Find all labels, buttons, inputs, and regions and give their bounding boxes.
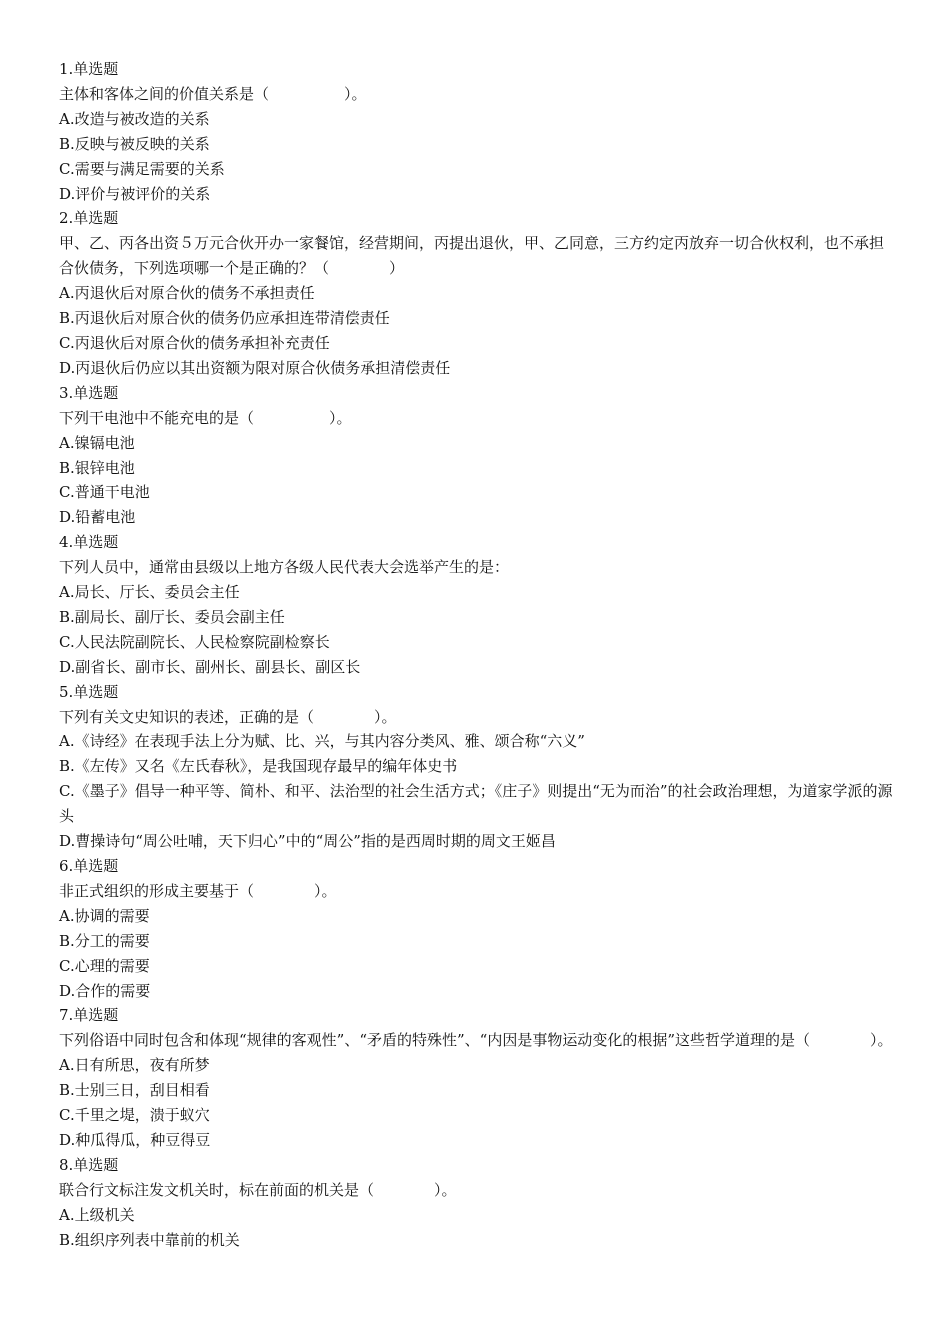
option-c: C.人民法院副院长、人民检察院副检察长 — [59, 632, 330, 651]
question-2 — [59, 206, 895, 380]
option-c: C.丙退伙后对原合伙的债务承担补充责任 — [59, 333, 330, 352]
option-a: A.《诗经》在表现手法上分为赋、比、兴，与其内容分类风、雅、颂合称“六义” — [59, 732, 585, 751]
question-3 — [59, 381, 895, 530]
question-header: 8.单选题 — [59, 1155, 119, 1174]
option-c: C.《墨子》倡导一种平等、简朴、和平、法治型的社会生活方式；《庄子》则提出“无为而治”的社会政治理想，为道家学派的源头 — [59, 782, 893, 826]
option-b: B.反映与被反映的关系 — [59, 134, 210, 153]
question-stem: 非正式组织的形成主要基于（ ）。 — [59, 881, 337, 900]
question-4 — [59, 530, 895, 679]
question-5 — [59, 680, 895, 854]
option-d: D.副省长、副市长、副州长、副县长、副区长 — [59, 657, 361, 676]
option-d: D.丙退伙后仍应以其出资额为限对原合伙债务承担清偿责任 — [59, 358, 451, 377]
option-d: D.评价与被评价的关系 — [59, 184, 211, 203]
option-b: B.组织序列表中靠前的机关 — [59, 1230, 240, 1249]
question-document — [59, 57, 895, 1253]
option-b: B.分工的需要 — [59, 931, 150, 950]
question-8 — [59, 1153, 895, 1253]
option-b: B.丙退伙后对原合伙的债务仍应承担连带清偿责任 — [59, 309, 390, 328]
question-header: 2.单选题 — [59, 209, 119, 228]
option-c: C.心理的需要 — [59, 956, 150, 975]
option-d: D.曹操诗句“周公吐哺，天下归心”中的“周公”指的是西周时期的周文王姬昌 — [59, 832, 556, 851]
question-stem: 下列俗语中同时包含和体现“规律的客观性”、“矛盾的特殊性”、“内因是事物运动变化的根据”这些哲学道理的是（ ）。 — [59, 1031, 893, 1050]
option-d: D.铅蓄电池 — [59, 508, 136, 527]
option-b: B.《左传》又名《左氏春秋》，是我国现存最早的编年体史书 — [59, 757, 458, 776]
option-d: D.种瓜得瓜，种豆得豆 — [59, 1130, 211, 1149]
option-a: A.协调的需要 — [59, 906, 150, 925]
option-b: B.副局长、副厅长、委员会副主任 — [59, 607, 285, 626]
question-header: 6.单选题 — [59, 857, 119, 875]
option-a: A.丙退伙后对原合伙的债务不承担责任 — [59, 284, 315, 303]
question-stem: 下列干电池中不能充电的是（ ）。 — [59, 408, 352, 427]
question-stem: 下列人员中，通常由县级以上地方各级人民代表大会选举产生的是： — [59, 558, 510, 577]
question-stem: 联合行文标注发文机关时，标在前面的机关是（ ）。 — [59, 1180, 457, 1199]
question-stem: 甲、乙、丙各出资５万元合伙开办一家餐馆，经营期间，丙提出退伙，甲、乙同意，三方约定丙放弃一切合伙权利，也不承担合伙债务，下列选项哪一个是正确的？（ ） — [59, 234, 885, 278]
option-a: A.镍镉电池 — [59, 433, 135, 452]
question-stem: 下列有关文史知识的表述，正确的是（ ）。 — [59, 707, 397, 726]
question-header: 1.单选题 — [59, 60, 119, 78]
option-a: A.改造与被改造的关系 — [59, 109, 210, 128]
option-b: B.士别三日，刮目相看 — [59, 1081, 210, 1100]
option-c: C.千里之堤，溃于蚁穴 — [59, 1106, 210, 1125]
option-b: B.银锌电池 — [59, 458, 135, 477]
question-7 — [59, 1003, 895, 1152]
option-a: A.上级机关 — [59, 1205, 135, 1224]
question-header: 7.单选题 — [59, 1006, 119, 1025]
question-stem: 主体和客体之间的价值关系是（ ）。 — [59, 84, 367, 103]
question-header: 4.单选题 — [59, 533, 119, 552]
option-d: D.合作的需要 — [59, 981, 151, 1000]
question-header: 3.单选题 — [59, 383, 119, 402]
option-c: C.普通干电池 — [59, 483, 150, 502]
question-6 — [59, 854, 895, 1003]
question-header: 5.单选题 — [59, 682, 119, 701]
option-a: A.局长、厅长、委员会主任 — [59, 583, 240, 602]
option-c: C.需要与满足需要的关系 — [59, 159, 225, 178]
option-a: A.日有所思，夜有所梦 — [59, 1056, 210, 1075]
question-1 — [59, 57, 895, 206]
